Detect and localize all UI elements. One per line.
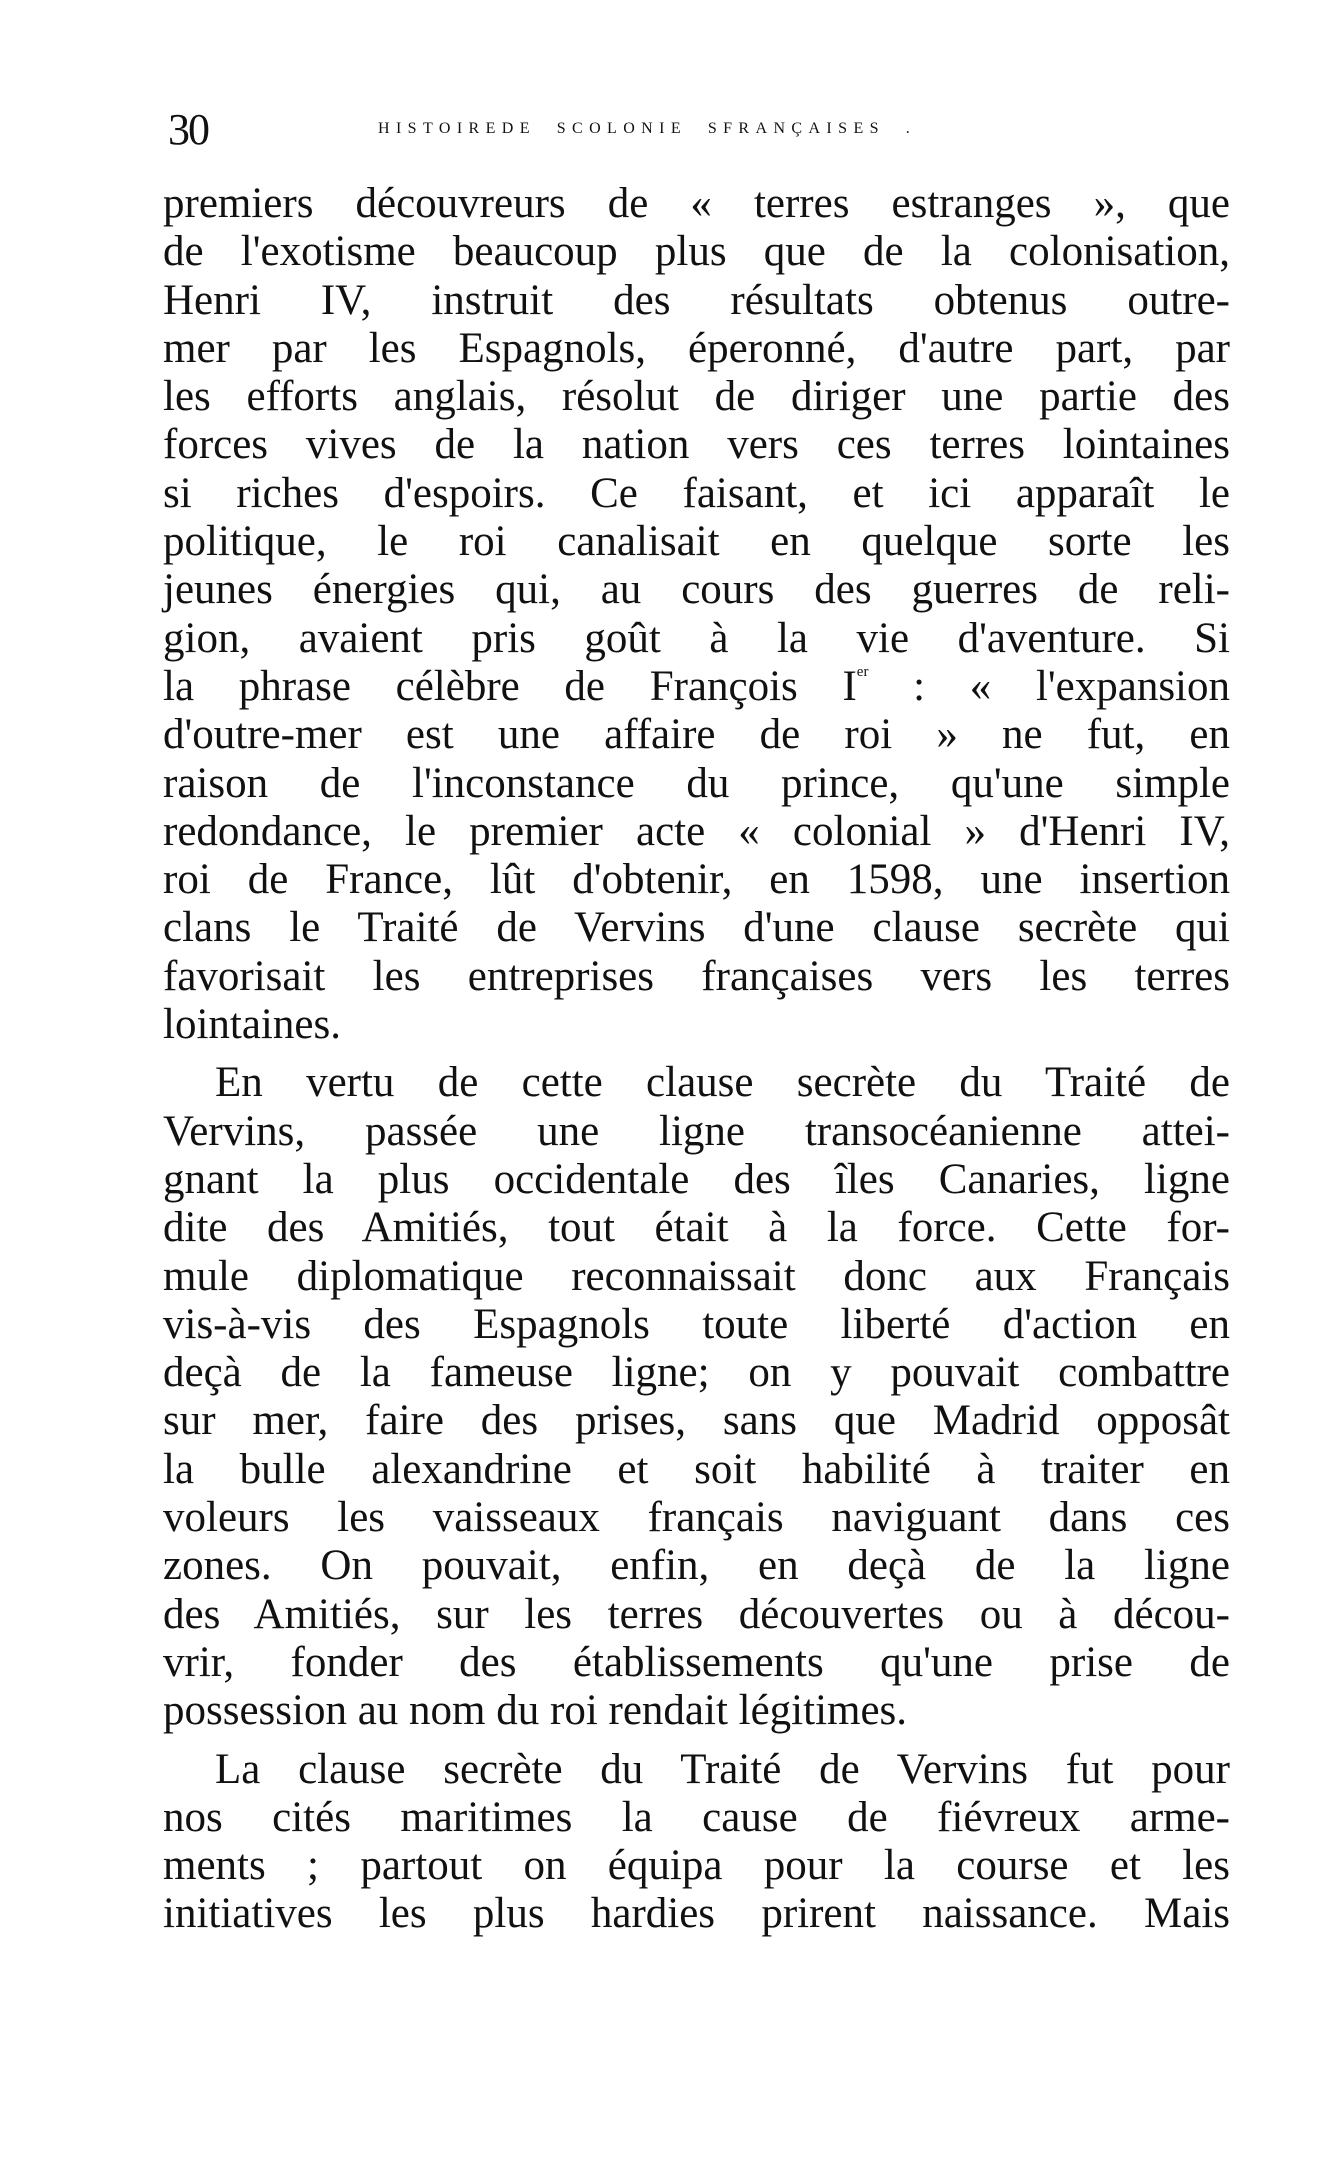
text-line: forces vives de la nation vers ces terres lointaines <box>163 421 1230 469</box>
running-title: HISTOIREDE SCOLONIE SFRANÇAISES . <box>378 120 917 137</box>
text-line: ments ; partout on équipa pour la course et les <box>163 1842 1230 1890</box>
text-line: En vertu de cette clause secrète du Traité de <box>215 1059 1230 1107</box>
text-line-francois <box>163 663 1230 711</box>
paragraph-3 <box>163 1746 1230 1939</box>
text-line: zones. On pouvait, enfin, en deçà de la ligne <box>163 1542 1230 1590</box>
text-line: lointaines. <box>163 1001 341 1049</box>
text-line: initiatives les plus hardies prirent naissance. Mais <box>163 1890 1230 1938</box>
page-number: 30 <box>168 105 208 154</box>
text-line: si riches d'espoirs. Ce faisant, et ici apparaît le <box>163 469 1230 517</box>
superscript-er: er <box>856 663 869 680</box>
text-line: roi de France, lût d'obtenir, en 1598, une insertion <box>163 856 1230 904</box>
text-line: des Amitiés, sur les terres découvertes ou à décou- <box>163 1590 1230 1638</box>
paragraph-gap <box>163 1736 1230 1746</box>
text-fragment: : « l'expansion <box>868 662 1231 710</box>
text-line: jeunes énergies qui, au cours des guerres de reli- <box>163 566 1230 614</box>
text-line: clans le Traité de Vervins d'une clause secrète qui <box>163 904 1230 952</box>
body-text <box>163 180 1230 1939</box>
text-line: vrir, fonder des établissements qu'une prise de <box>163 1638 1230 1686</box>
text-line: sur mer, faire des prises, sans que Madrid opposât <box>163 1397 1230 1445</box>
text-line: deçà de la fameuse ligne; on y pouvait combattre <box>163 1349 1230 1397</box>
text-line: voleurs les vaisseaux français naviguant dans ces <box>163 1494 1230 1542</box>
text-line: Henri IV, instruit des résultats obtenus outre- <box>163 276 1230 324</box>
text-line: raison de l'inconstance du prince, qu'une simple <box>163 759 1230 807</box>
text-line: de l'exotisme beaucoup plus que de la colonisation, <box>163 228 1230 276</box>
text-line: dite des Amitiés, tout était à la force. Cette for- <box>163 1204 1230 1252</box>
text-fragment: la phrase célèbre de François I <box>163 662 857 710</box>
text-line: mer par les Espagnols, éperonné, d'autre part, par <box>163 324 1230 372</box>
running-head <box>168 100 1228 160</box>
text-line: Vervins, passée une ligne transocéanienne attei- <box>163 1107 1230 1155</box>
text-line: la bulle alexandrine et soit habilité à traiter en <box>163 1445 1230 1493</box>
text-line: d'outre-mer est une affaire de roi » ne fut, en <box>163 711 1230 759</box>
text-line: vis-à-vis des Espagnols toute liberté d'action en <box>163 1300 1230 1348</box>
text-line: politique, le roi canalisait en quelque sorte les <box>163 518 1230 566</box>
paragraph-1 <box>163 180 1230 1049</box>
text-line: nos cités maritimes la cause de fiévreux arme- <box>163 1793 1230 1841</box>
paragraph-2 <box>163 1059 1230 1735</box>
text-line: redondance, le premier acte « colonial » d'Henri IV, <box>163 807 1230 855</box>
text-line: favorisait les entreprises françaises vers les terres <box>163 952 1230 1000</box>
text-line: La clause secrète du Traité de Vervins fut pour <box>215 1745 1230 1793</box>
paragraph-gap <box>163 1049 1230 1059</box>
text-line: gnant la plus occidentale des îles Canaries, ligne <box>163 1155 1230 1203</box>
text-line: gion, avaient pris goût à la vie d'aventure. Si <box>163 614 1230 662</box>
text-line: premiers découvreurs de « terres estranges », que <box>163 180 1230 227</box>
text-line: les efforts anglais, résolut de diriger une partie des <box>163 373 1230 421</box>
text-line: possession au nom du roi rendait légitimes. <box>163 1687 908 1735</box>
text-line: mule diplomatique reconnaissait donc aux Français <box>163 1252 1230 1300</box>
